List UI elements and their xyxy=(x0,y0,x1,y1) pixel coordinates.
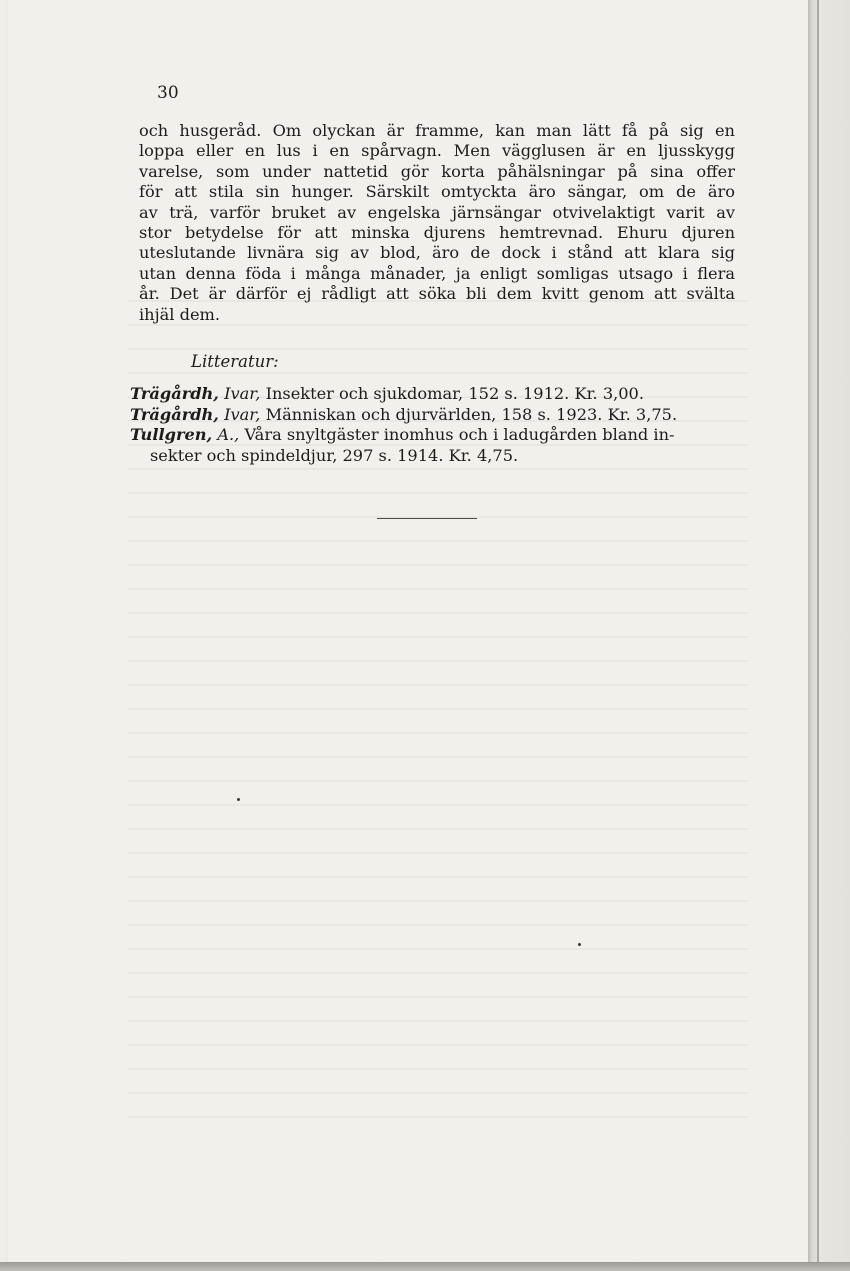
reference-author: Trägårdh, xyxy=(130,404,219,424)
paragraph-line: år. Det är därför ej rådligt att söka bli dem kvitt genom att svälta xyxy=(139,284,735,304)
reference-item xyxy=(130,425,738,446)
reference-details: Människan och djurvärlden, 158 s. 1923. Kr. 3,75. xyxy=(265,404,678,424)
next-page-edge xyxy=(808,0,850,1271)
paragraph-line: stor betydelse för att minska djurens hemtrevnad. Ehuru djuren xyxy=(139,223,735,243)
reference-given-name: A., xyxy=(217,425,240,444)
reference-author: Trägårdh, xyxy=(130,384,219,403)
body-paragraph xyxy=(139,121,735,325)
paragraph-line: för att stila sin hunger. Särskilt omtyckta äro sängar, om de äro xyxy=(139,182,735,202)
ink-speck xyxy=(237,798,240,801)
scan-bottom-edge xyxy=(0,1262,850,1271)
reference-details: Våra snyltgäster inomhus och i ladugården bland in- xyxy=(244,425,675,444)
page-fold-line xyxy=(817,0,819,1271)
paragraph-line: och husgeråd. Om olyckan är framme, kan man lätt få på sig en xyxy=(139,121,735,140)
paragraph-line: ihjäl dem. xyxy=(139,304,221,324)
section-divider xyxy=(377,518,477,519)
reference-item xyxy=(130,405,738,426)
reference-list xyxy=(130,384,738,466)
reference-continuation: sekter och spindeldjur, 297 s. 1914. Kr. 4,75. xyxy=(150,445,519,465)
page-number: 30 xyxy=(157,83,179,103)
paragraph-line: av trä, varför bruket av engelska järnsängar otvivelaktigt varit av xyxy=(139,202,735,222)
paragraph-line: loppa eller en lus i en spårvagn. Men vägglusen är en ljusskygg xyxy=(139,141,735,161)
reference-given-name: Ivar, xyxy=(224,384,261,403)
ink-speck xyxy=(578,943,581,946)
reference-author: Tullgren, xyxy=(130,425,213,444)
paragraph-line: varelse, som under nattetid gör korta påhälsningar på sina offer xyxy=(139,161,735,181)
literature-heading: Litteratur: xyxy=(191,352,279,371)
reference-item xyxy=(130,384,738,405)
paragraph-line: uteslutande livnära sig av blod, äro de dock i stånd att klara sig xyxy=(139,243,735,263)
paragraph-line: utan denna föda i många månader, ja enligt somligas utsago i flera xyxy=(139,263,735,283)
book-page xyxy=(8,0,808,1263)
reference-given-name: Ivar, xyxy=(224,404,261,424)
reference-details: Insekter och sjukdomar, 152 s. 1912. Kr. 3,00. xyxy=(265,384,645,403)
